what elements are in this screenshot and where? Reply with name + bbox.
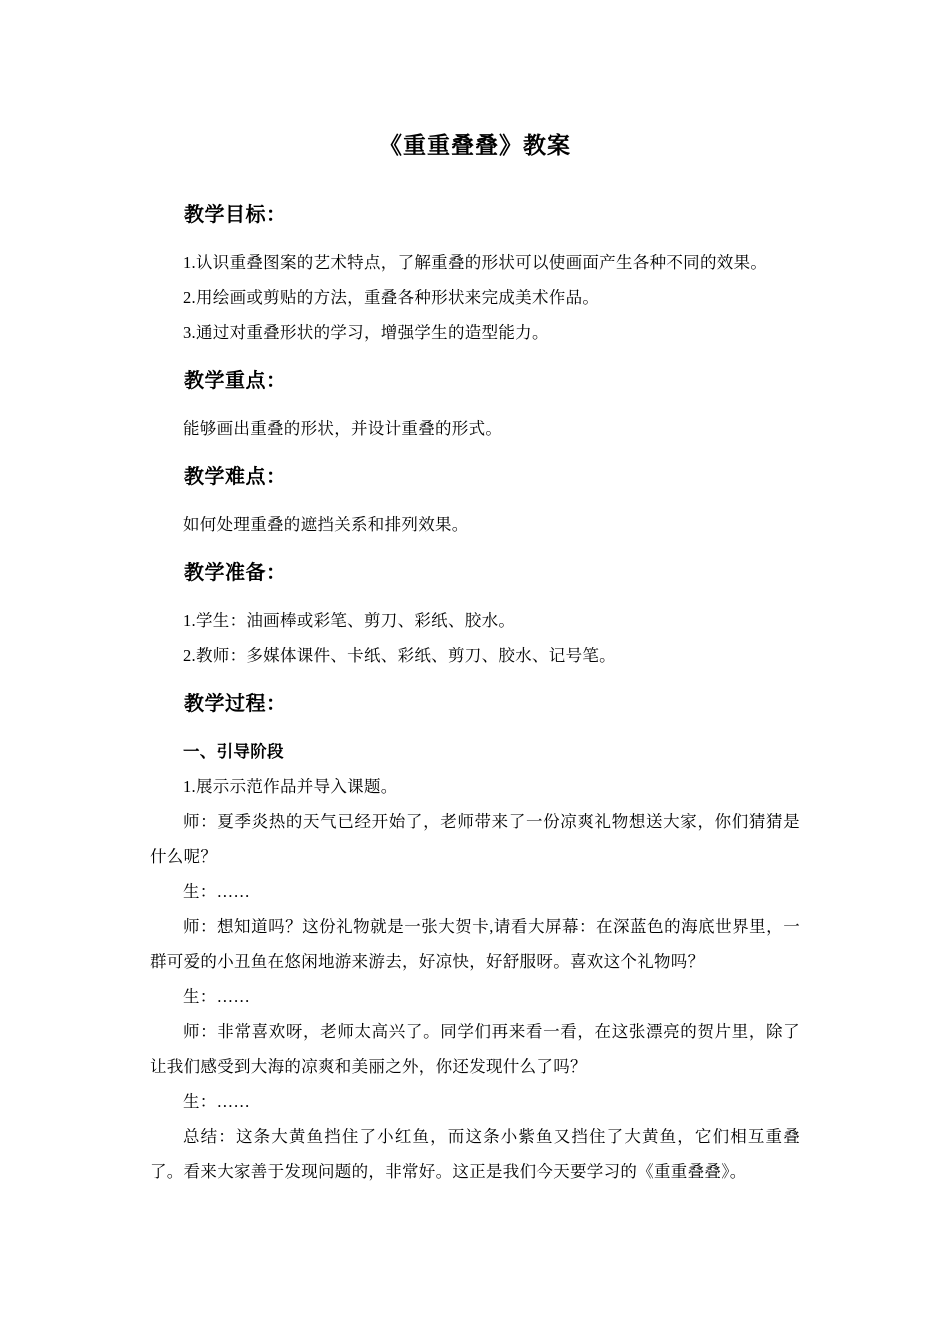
objectives-heading: 教学目标：: [184, 204, 287, 226]
paragraph: 1.展示示范作品并导入课题。: [183, 777, 398, 796]
paragraph: 师：想知道吗？这份礼物就是一张大贺卡,请看大屏幕：在深蓝色的海底世界里，一群可爱的小丑鱼在悠闲地游来游去，好凉快，好舒服呀。喜欢这个礼物吗？: [150, 917, 800, 971]
paragraph: 能够画出重叠的形状，并设计重叠的形式。: [183, 419, 503, 438]
section-preparation: [150, 556, 800, 673]
process-heading: 教学过程：: [184, 693, 287, 715]
paragraph: 1.学生：油画棒或彩笔、剪刀、彩纸、胶水。: [183, 611, 516, 630]
paragraph: 1.认识重叠图案的艺术特点，了解重叠的形状可以使画面产生各种不同的效果。: [183, 253, 768, 272]
difficulties-heading: 教学难点：: [184, 466, 287, 488]
paragraph: 3.通过对重叠形状的学习，增强学生的造型能力。: [183, 323, 549, 342]
paragraph: 如何处理重叠的遮挡关系和排列效果。: [183, 515, 469, 534]
key-points-heading: 教学重点：: [184, 370, 287, 392]
paragraph: 师：非常喜欢呀，老师太高兴了。同学们再来看一看，在这张漂亮的贺片里，除了让我们感受到大海的凉爽和美丽之外，你还发现什么了吗？: [150, 1022, 800, 1076]
preparation-heading: 教学准备：: [184, 562, 287, 584]
paragraph: 师：夏季炎热的天气已经开始了，老师带来了一份凉爽礼物想送大家，你们猜猜是什么呢？: [150, 812, 800, 866]
paragraph: 2.用绘画或剪贴的方法，重叠各种形状来完成美术作品。: [183, 288, 600, 307]
paragraph: 生：……: [183, 987, 251, 1006]
section-objectives: [150, 198, 800, 350]
paragraph: 总结：这条大黄鱼挡住了小红鱼，而这条小紫鱼又挡住了大黄鱼，它们相互重叠了。看来大家善于发现问题的，非常好。这正是我们今天要学习的《重重叠叠》。: [150, 1127, 800, 1181]
paragraph: 2.教师：多媒体课件、卡纸、彩纸、剪刀、胶水、记号笔。: [183, 646, 616, 665]
stage-subheading: 一、引导阶段: [183, 742, 284, 761]
section-key-points: [150, 364, 800, 446]
document-title: 《重重叠叠》教案: [379, 133, 571, 158]
paragraph: 生：……: [183, 1092, 251, 1111]
section-difficulties: [150, 460, 800, 542]
section-process: [150, 687, 800, 1189]
paragraph: 生：……: [183, 882, 251, 901]
